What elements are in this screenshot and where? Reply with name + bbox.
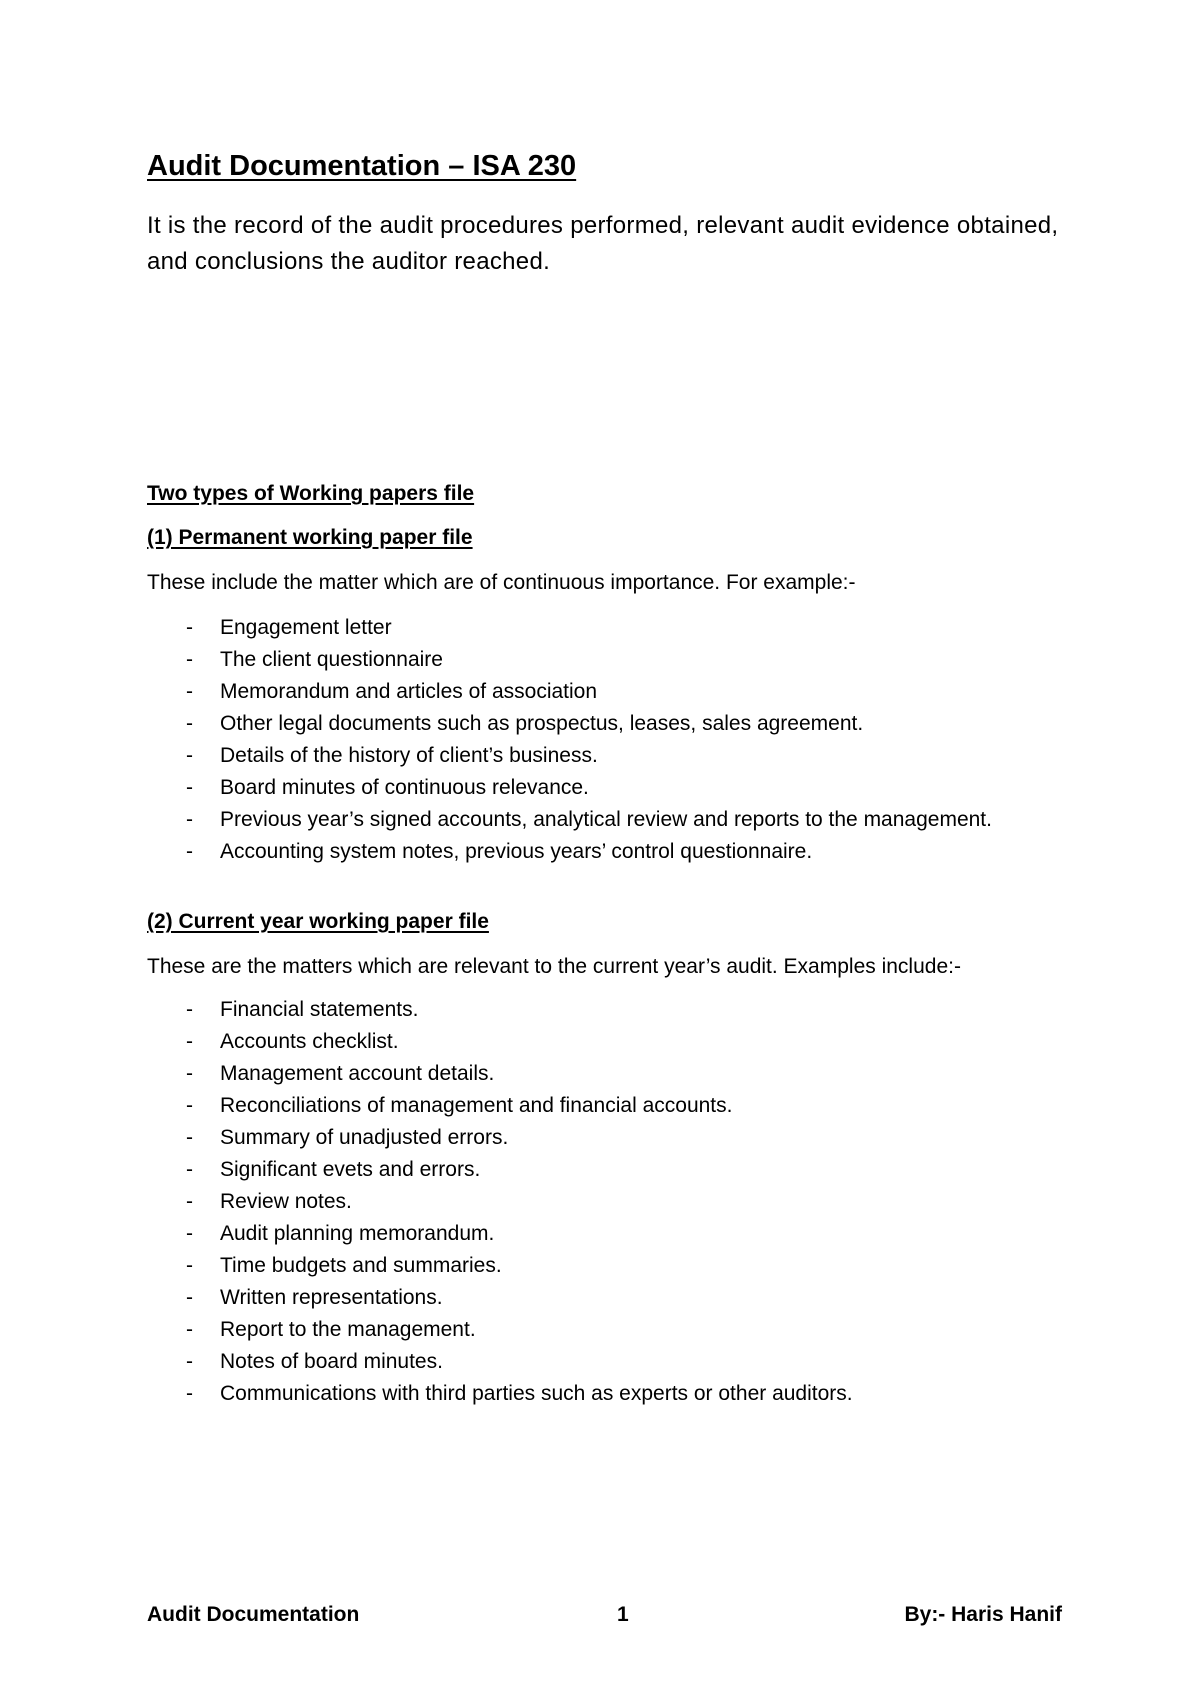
footer-page-number: 1 bbox=[617, 1603, 629, 1626]
current-file-description: These are the matters which are relevant to the current year’s audit. Examples include:- bbox=[147, 955, 961, 978]
list-bullet: - bbox=[186, 1030, 193, 1053]
list-item bbox=[147, 836, 992, 868]
list-item bbox=[147, 994, 853, 1026]
list-bullet: - bbox=[186, 1382, 193, 1405]
list-item-text: Summary of unadjusted errors. bbox=[220, 1126, 509, 1149]
list-item bbox=[147, 708, 992, 740]
list-bullet: - bbox=[186, 1158, 193, 1181]
intro-paragraph: It is the record of the audit procedures performed, relevant audit evidence obtained, and conclusions the auditor reached. bbox=[147, 212, 1059, 275]
list-item-text: Written representations. bbox=[220, 1286, 443, 1309]
list-item-text: Other legal documents such as prospectus, leases, sales agreement. bbox=[220, 712, 864, 735]
list-bullet: - bbox=[186, 1286, 193, 1309]
list-item-text: Time budgets and summaries. bbox=[220, 1254, 502, 1277]
list-bullet: - bbox=[186, 648, 193, 671]
list-bullet: - bbox=[186, 680, 193, 703]
list-item bbox=[147, 1026, 853, 1058]
list-bullet: - bbox=[186, 1222, 193, 1245]
list-bullet: - bbox=[186, 1190, 193, 1213]
list-item-text: Review notes. bbox=[220, 1190, 352, 1213]
list-item bbox=[147, 1282, 853, 1314]
permanent-file-list bbox=[147, 612, 992, 868]
footer-title: Audit Documentation bbox=[147, 1603, 360, 1626]
list-bullet: - bbox=[186, 744, 193, 767]
list-item bbox=[147, 1122, 853, 1154]
list-bullet: - bbox=[186, 998, 193, 1021]
list-item-text: Details of the history of client’s business. bbox=[220, 744, 598, 767]
list-item bbox=[147, 612, 992, 644]
list-bullet: - bbox=[186, 840, 193, 863]
list-item-text: Board minutes of continuous relevance. bbox=[220, 776, 589, 799]
list-bullet: - bbox=[186, 1318, 193, 1341]
types-heading: Two types of Working papers file bbox=[147, 482, 475, 505]
list-bullet: - bbox=[186, 1126, 193, 1149]
list-item-text: Reconciliations of management and financial accounts. bbox=[220, 1094, 733, 1117]
list-item bbox=[147, 644, 992, 676]
list-bullet: - bbox=[186, 712, 193, 735]
permanent-file-description: These include the matter which are of continuous importance. For example:- bbox=[147, 571, 856, 594]
list-item bbox=[147, 1250, 853, 1282]
footer-author: By:- Haris Hanif bbox=[904, 1603, 1062, 1626]
list-item bbox=[147, 1378, 853, 1410]
page-title: Audit Documentation – ISA 230 bbox=[147, 150, 577, 182]
list-bullet: - bbox=[186, 808, 193, 831]
current-file-heading: (2) Current year working paper file bbox=[147, 910, 489, 933]
permanent-file-heading: (1) Permanent working paper file bbox=[147, 526, 473, 549]
list-item-text: Significant evets and errors. bbox=[220, 1158, 481, 1181]
current-file-list bbox=[147, 994, 853, 1410]
list-item-text: Notes of board minutes. bbox=[220, 1350, 443, 1373]
list-item bbox=[147, 1314, 853, 1346]
list-item-text: Accounts checklist. bbox=[220, 1030, 399, 1053]
list-item bbox=[147, 772, 992, 804]
list-item-text: Audit planning memorandum. bbox=[220, 1222, 495, 1245]
list-item bbox=[147, 1090, 853, 1122]
list-bullet: - bbox=[186, 1254, 193, 1277]
list-item bbox=[147, 676, 992, 708]
list-item bbox=[147, 1346, 853, 1378]
list-item bbox=[147, 804, 992, 836]
list-bullet: - bbox=[186, 1094, 193, 1117]
list-bullet: - bbox=[186, 1062, 193, 1085]
list-item-text: Report to the management. bbox=[220, 1318, 476, 1341]
list-item bbox=[147, 1218, 853, 1250]
list-item-text: Communications with third parties such as experts or other auditors. bbox=[220, 1382, 853, 1405]
list-item-text: Previous year’s signed accounts, analytical review and reports to the management. bbox=[220, 808, 992, 831]
list-item-text: Management account details. bbox=[220, 1062, 495, 1085]
list-bullet: - bbox=[186, 1350, 193, 1373]
list-item-text: Engagement letter bbox=[220, 616, 392, 639]
list-item bbox=[147, 1058, 853, 1090]
list-bullet: - bbox=[186, 776, 193, 799]
list-item-text: Accounting system notes, previous years’ control questionnaire. bbox=[220, 840, 813, 863]
list-item bbox=[147, 1186, 853, 1218]
list-item-text: Financial statements. bbox=[220, 998, 419, 1021]
list-item-text: The client questionnaire bbox=[220, 648, 443, 671]
list-bullet: - bbox=[186, 616, 193, 639]
list-item-text: Memorandum and articles of association bbox=[220, 680, 598, 703]
list-item bbox=[147, 1154, 853, 1186]
list-item bbox=[147, 740, 992, 772]
